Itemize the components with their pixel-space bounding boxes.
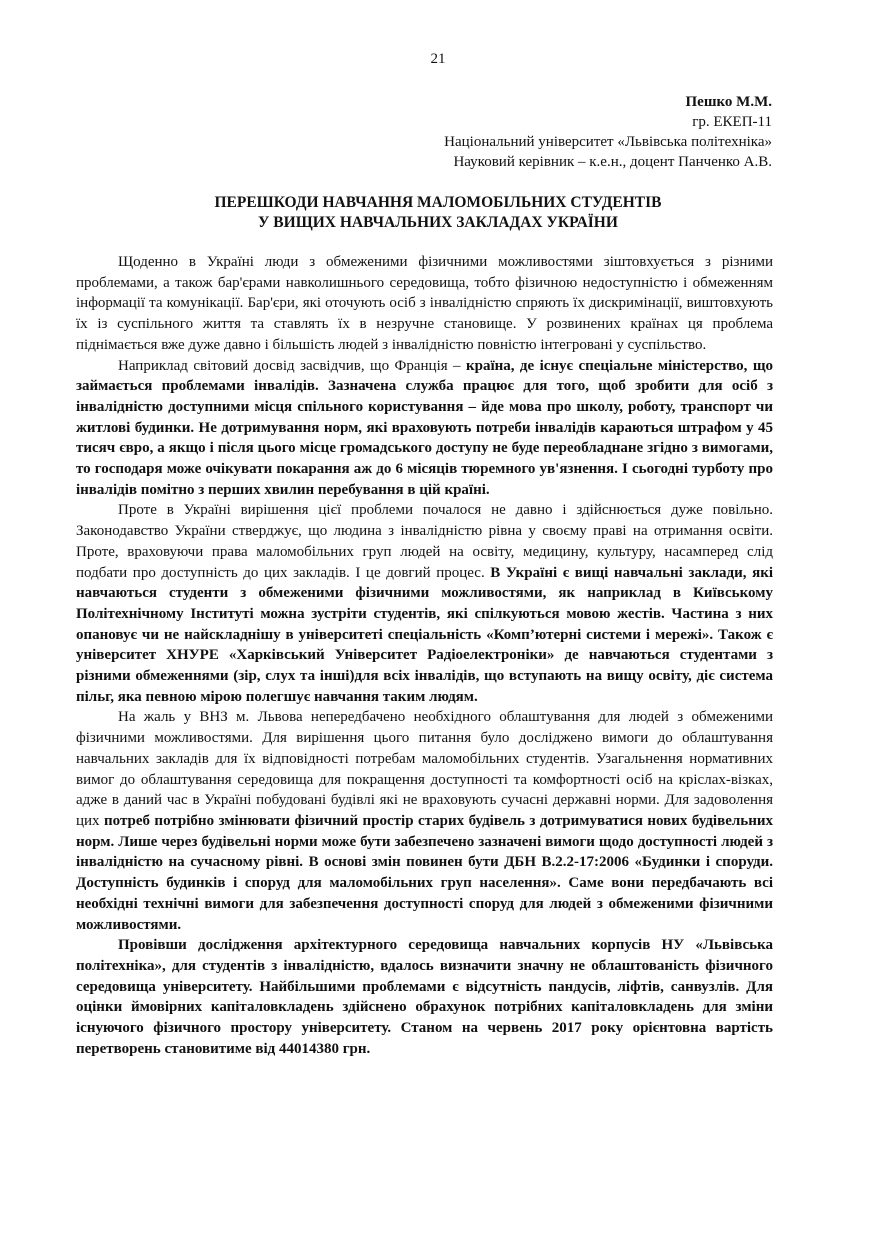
paragraph-4 bbox=[76, 707, 773, 935]
paragraph-4-normal: На жаль у ВНЗ м. Львова непередбачено необхідного облаштування для людей з обмеженими фізичними можливостями. Для вирішення цього питання було досліджено вимоги до облаштування навчальних закладів для їх відповідності потребам маломобільних студентів. Узагальнення нормативних вимог до облаштування середовища для покращення доступності та комфортності осіб на кріслах-візках, адже в даний час в Україні побудовані будівлі які не враховують сучасні державні норми. Для задоволення цих bbox=[76, 709, 773, 829]
author-supervisor: Науковий керівник – к.е.н., доцент Панченко А.В. bbox=[453, 154, 772, 170]
paragraph-3-bold: В Україні є вищі навчальні заклади, які навчаються студенти з обмеженими фізичними можливостями, як наприклад в Київському Політехнічному Інституті можна зустріти студентів, які спілкуються мовою жестів. Частина з них опановує чи не найскладнішу в університеті спеціальність «Комп’ютерні системи і мережі». Також є університет ХНУРЕ «Харківський Університет Радіоелектроніки» де навчаються студентами з різними обмеженнями (зір, слух та інші)для всіх інвалідів, що вступають на вищу освіту, діє система пільг, яка певною мірою полегшує навчання таким людям. bbox=[76, 564, 774, 705]
paragraph-5: Провівши дослідження архітектурного середовища навчальних корпусів НУ «Львівська політехніка», для студентів з інвалідністю, вдалось визначити значну не облаштованість фізичного середовища університету. Найбільшими проблемами є відсутність пандусів, ліфтів, санвузлів. Для оцінки ймовірних капіталовкладень здійснено обрахунок потрібних капіталовкладень для зміни існуючого фізичного простору університету. Станом на червень 2017 року орієнтовна вартість перетворень становитиме від 44014380 грн. bbox=[76, 937, 773, 1057]
article-title bbox=[0, 193, 876, 233]
paragraph-2-bold: країна, де існує спеціальне міністерство, що займається проблемами інвалідів. Зазначена служба працює для того, щоб зробити для осіб з інвалідністю доступними місця спільного користування – йде мова про школу, роботу, транспорт чи житлові будинки. Не дотримування норм, які враховують потреби інвалідів караються штрафом у 45 тисяч євро, а якщо і після цього місце громадського доступу не буде переобладнане згідно з вимогами, то господаря може очікувати покарання аж до 6 місяців тюремного ув'язнення. І сьогодні турботу про інвалідів помітно з перших хвилин перебування в цій країні. bbox=[76, 357, 773, 498]
paragraph-3-normal: Проте в Україні вирішення цієї проблеми почалося не давно і здійснюється дуже повільно. Законодавство України стверджує, що людина з інвалідністю рівна у своєму праві на отримання освіти. Проте, враховуючи права маломобільних груп людей на освіту, медицину, культуру, насамперед слід подбати про доступність до цих закладів. І це довгий процес. bbox=[76, 502, 773, 581]
paragraph-1: Щоденно в Україні люди з обмеженими фізичними можливостями зіштовхується з різними проблемами, а також бар'єрами навколишнього середовища, тобто фізичною недоступністю і обмеженням інформації та комунікації. Бар'єри, які оточують осіб з інвалідністю спряють їх дискримінації, виштовхують їх із суспільного життя та ставлять їх в незручне становище. У розвинених країнах ця проблема піднімається вже дуже давно і більшість людей з інвалідністю повністю інтегровані у суспільство. bbox=[76, 254, 773, 353]
title-line-1: ПЕРЕШКОДИ НАВЧАННЯ МАЛОМОБІЛЬНИХ СТУДЕНТІВ bbox=[214, 194, 662, 211]
paragraph-2 bbox=[76, 356, 773, 501]
paragraph-2-normal: Наприклад світовий досвід засвідчив, що Франція – bbox=[118, 357, 466, 374]
paragraph-3 bbox=[76, 500, 773, 707]
paragraph-4-bold: потреб потрібно змінювати фізичний простір старих будівель з дотримуватися нових будівельних норм. Лише через будівельні норми може бути забезпечено зазначені вимоги щодо доступності людей з інвалідністю на сучасному рівні. В основі змін повинен бути ДБН В.2.2-17:2006 «Будинки і споруди. Доступність будинків і споруд для маломобільних груп населення». Саме вони передбачають всі необхідні технічні вимоги для забезпечення доступності споруд для людей з обмеженими фізичними можливостями. bbox=[76, 812, 773, 933]
author-name: Пешко М.М. bbox=[685, 94, 772, 110]
title-line-2: У ВИЩИХ НАВЧАЛЬНИХ ЗАКЛАДАХ УКРАЇНИ bbox=[258, 214, 618, 231]
article-body bbox=[76, 252, 773, 1059]
page-number: 21 bbox=[430, 51, 446, 67]
author-university: Національний університет «Львівська політехніка» bbox=[444, 134, 772, 150]
author-group: гр. ЕКЕП-11 bbox=[692, 114, 772, 130]
author-block bbox=[444, 92, 772, 172]
